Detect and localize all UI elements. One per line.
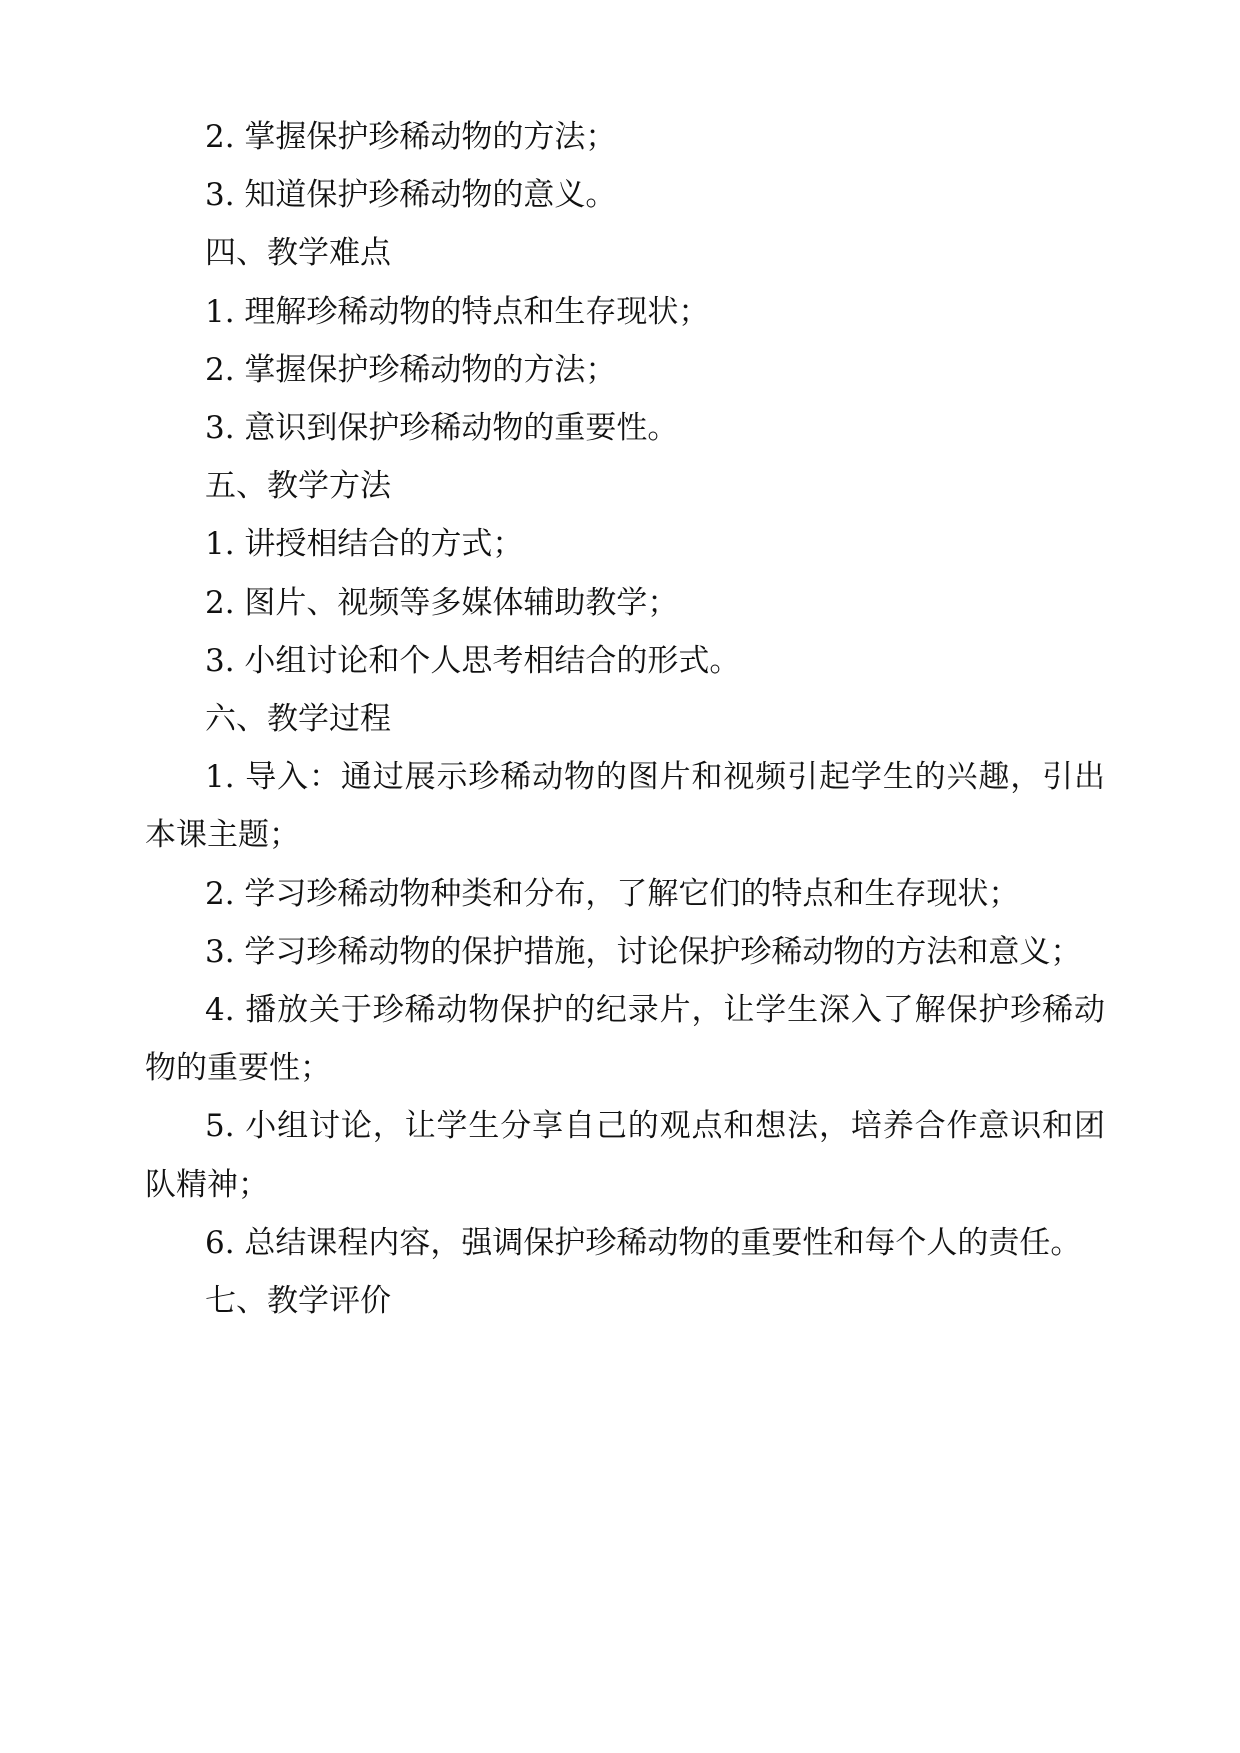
list-item-process-4: 4. 播放关于珍稀动物保护的纪录片，让学生深入了解保护珍稀动物的重要性； <box>145 992 1105 1087</box>
list-item-difficulty-3: 3. 意识到保护珍稀动物的重要性。 <box>205 410 679 447</box>
list-item-process-1: 1. 导入：通过展示珍稀动物的图片和视频引起学生的兴趣，引出本课主题； <box>145 759 1105 854</box>
list-item-method-1: 1. 讲授相结合的方式； <box>205 526 524 563</box>
section-heading-methods: 五、教学方法 <box>205 468 391 505</box>
section-heading-evaluation: 七、教学评价 <box>205 1283 391 1320</box>
list-item-process-3: 3. 学习珍稀动物的保护措施，讨论保护珍稀动物的方法和意义； <box>205 933 1082 970</box>
section-heading-process: 六、教学过程 <box>205 701 391 738</box>
list-item-process-5: 5. 小组讨论，让学生分享自己的观点和想法，培养合作意识和团队精神； <box>145 1108 1105 1203</box>
list-item-method-2: 2. 图片、视频等多媒体辅助教学； <box>205 584 679 621</box>
list-item-process-6: 6. 总结课程内容，强调保护珍稀动物的重要性和每个人的责任。 <box>205 1224 1082 1261</box>
section-heading-difficulties: 四、教学难点 <box>205 235 391 272</box>
list-item-method-3: 3. 小组讨论和个人思考相结合的形式。 <box>205 642 741 679</box>
list-item-key-point-2: 2. 掌握保护珍稀动物的方法； <box>205 119 617 155</box>
list-item-difficulty-2: 2. 掌握保护珍稀动物的方法； <box>205 351 617 388</box>
list-item-process-2: 2. 学习珍稀动物种类和分布，了解它们的特点和生存现状； <box>205 875 1020 912</box>
list-item-key-point-3: 3. 知道保护珍稀动物的意义。 <box>205 177 617 214</box>
list-item-difficulty-1: 1. 理解珍稀动物的特点和生存现状； <box>205 293 710 330</box>
document-body <box>145 108 1105 1330</box>
